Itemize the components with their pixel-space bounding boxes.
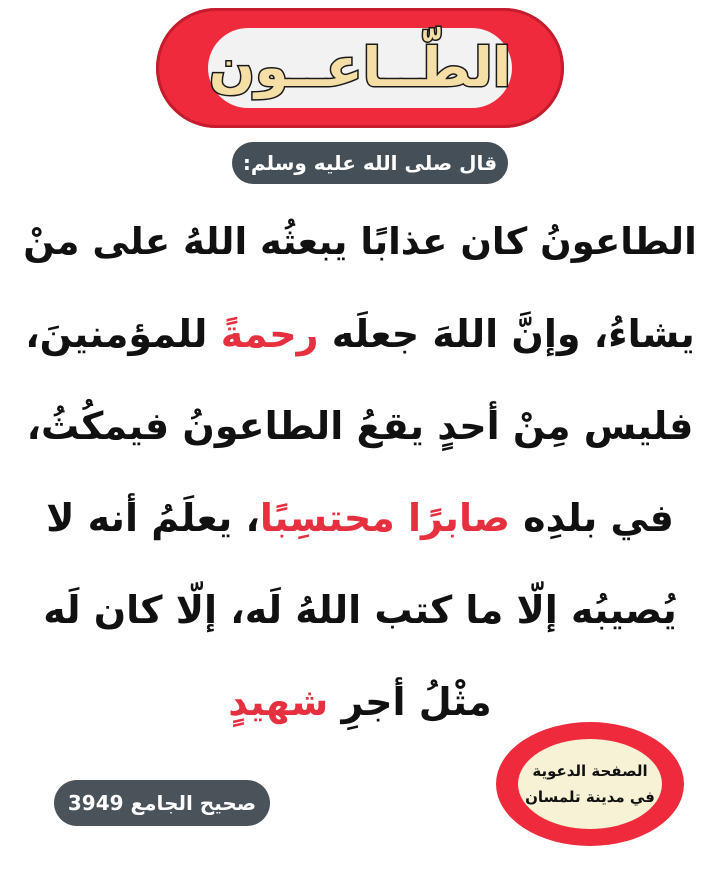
hadith-segment: فليس مِنْ أحدٍ يقعُ الطاعونُ فيمكُثُ،	[26, 404, 694, 448]
hadith-line-4	[18, 472, 702, 564]
intro-pill	[232, 142, 508, 184]
hadith-line-1	[18, 196, 702, 288]
badge-inner	[518, 739, 662, 829]
hadith-line-2	[18, 288, 702, 380]
badge-line-2: في مدينة تلمسان	[525, 788, 655, 806]
hadith-segment: ، يعلَمُ أنه لا	[46, 496, 260, 540]
hadith-segment: مثْلُ أجرِ	[328, 680, 492, 724]
hadith-highlight-martyr: شهيدٍ	[228, 680, 329, 724]
source-text: صحيح الجامع 3949	[67, 791, 257, 815]
page-title: الطّــاعــون	[208, 36, 512, 99]
intro-text: قال صلى الله عليه وسلم:	[242, 151, 498, 175]
hadith-segment: في بلدِه	[509, 496, 674, 540]
hadith-highlight-mercy: رحمةً	[220, 312, 319, 356]
title-plate	[208, 28, 512, 108]
hadith-highlight-patient: صابرًا محتسِبًا	[259, 496, 510, 540]
hadith-segment: يُصيبُه إلّا ما كتب اللهُ لَه، إلّا كان لَه	[43, 588, 677, 632]
hadith-line-3	[18, 380, 702, 472]
hadith-segment: للمؤمنينَ،	[25, 312, 221, 356]
hadith-line-5	[18, 564, 702, 656]
page-badge	[496, 722, 684, 846]
title-banner	[156, 8, 564, 128]
badge-line-1: الصفحة الدعوية	[532, 762, 648, 780]
hadith-text	[18, 196, 702, 748]
hadith-segment: يشاءُ، وإنَّ اللهَ جعلَه	[318, 312, 695, 356]
source-pill	[54, 780, 270, 826]
hadith-segment: الطاعونُ كان عذابًا يبعثُه اللهُ على منْ	[23, 220, 697, 263]
